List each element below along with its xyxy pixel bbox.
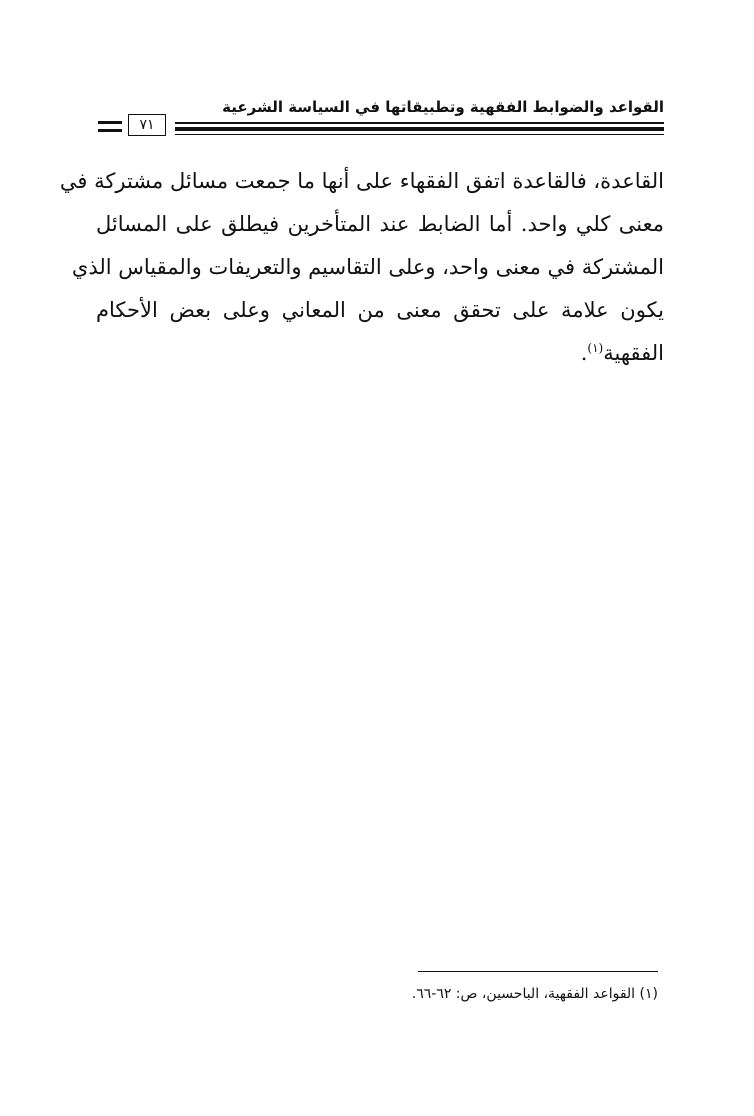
footnote-text: (١) القواعد الفقهية، الباحسين، ص: ٦٢-٦٦. xyxy=(411,986,658,1002)
header-rule xyxy=(175,122,664,124)
body-line-last xyxy=(96,332,664,375)
header-rule-thick xyxy=(175,127,664,131)
body-line: يكون علامة على تحقق معنى من المعاني وعلى بعض الأحكام xyxy=(96,298,664,322)
body-line: المشتركة في معنى واحد، وعلى التقاسيم والتعريفات والمقياس الذي xyxy=(71,255,664,279)
page-number: ٧١ xyxy=(128,114,166,136)
running-title: القواعد والضوابط الفقهية وتطبيقاتها في السياسة الشرعية xyxy=(222,98,664,116)
header-rule-thin xyxy=(175,134,664,135)
footnote-separator xyxy=(418,971,658,972)
body-line: معنى كلي واحد. أما الضابط عند المتأخرين فيطلق على المسائل xyxy=(96,212,664,236)
footnote-reference[interactable]: (١) xyxy=(587,341,604,355)
body-line: القاعدة، فالقاعدة اتفق الفقهاء على أنها ما جمعت مسائل مشتركة في xyxy=(59,169,664,193)
header-side-bar xyxy=(98,121,122,124)
body-last-word: الفقهية xyxy=(603,341,664,365)
body-line-end: . xyxy=(580,341,588,365)
header-side-bar xyxy=(98,129,122,132)
body-paragraph xyxy=(59,160,664,375)
